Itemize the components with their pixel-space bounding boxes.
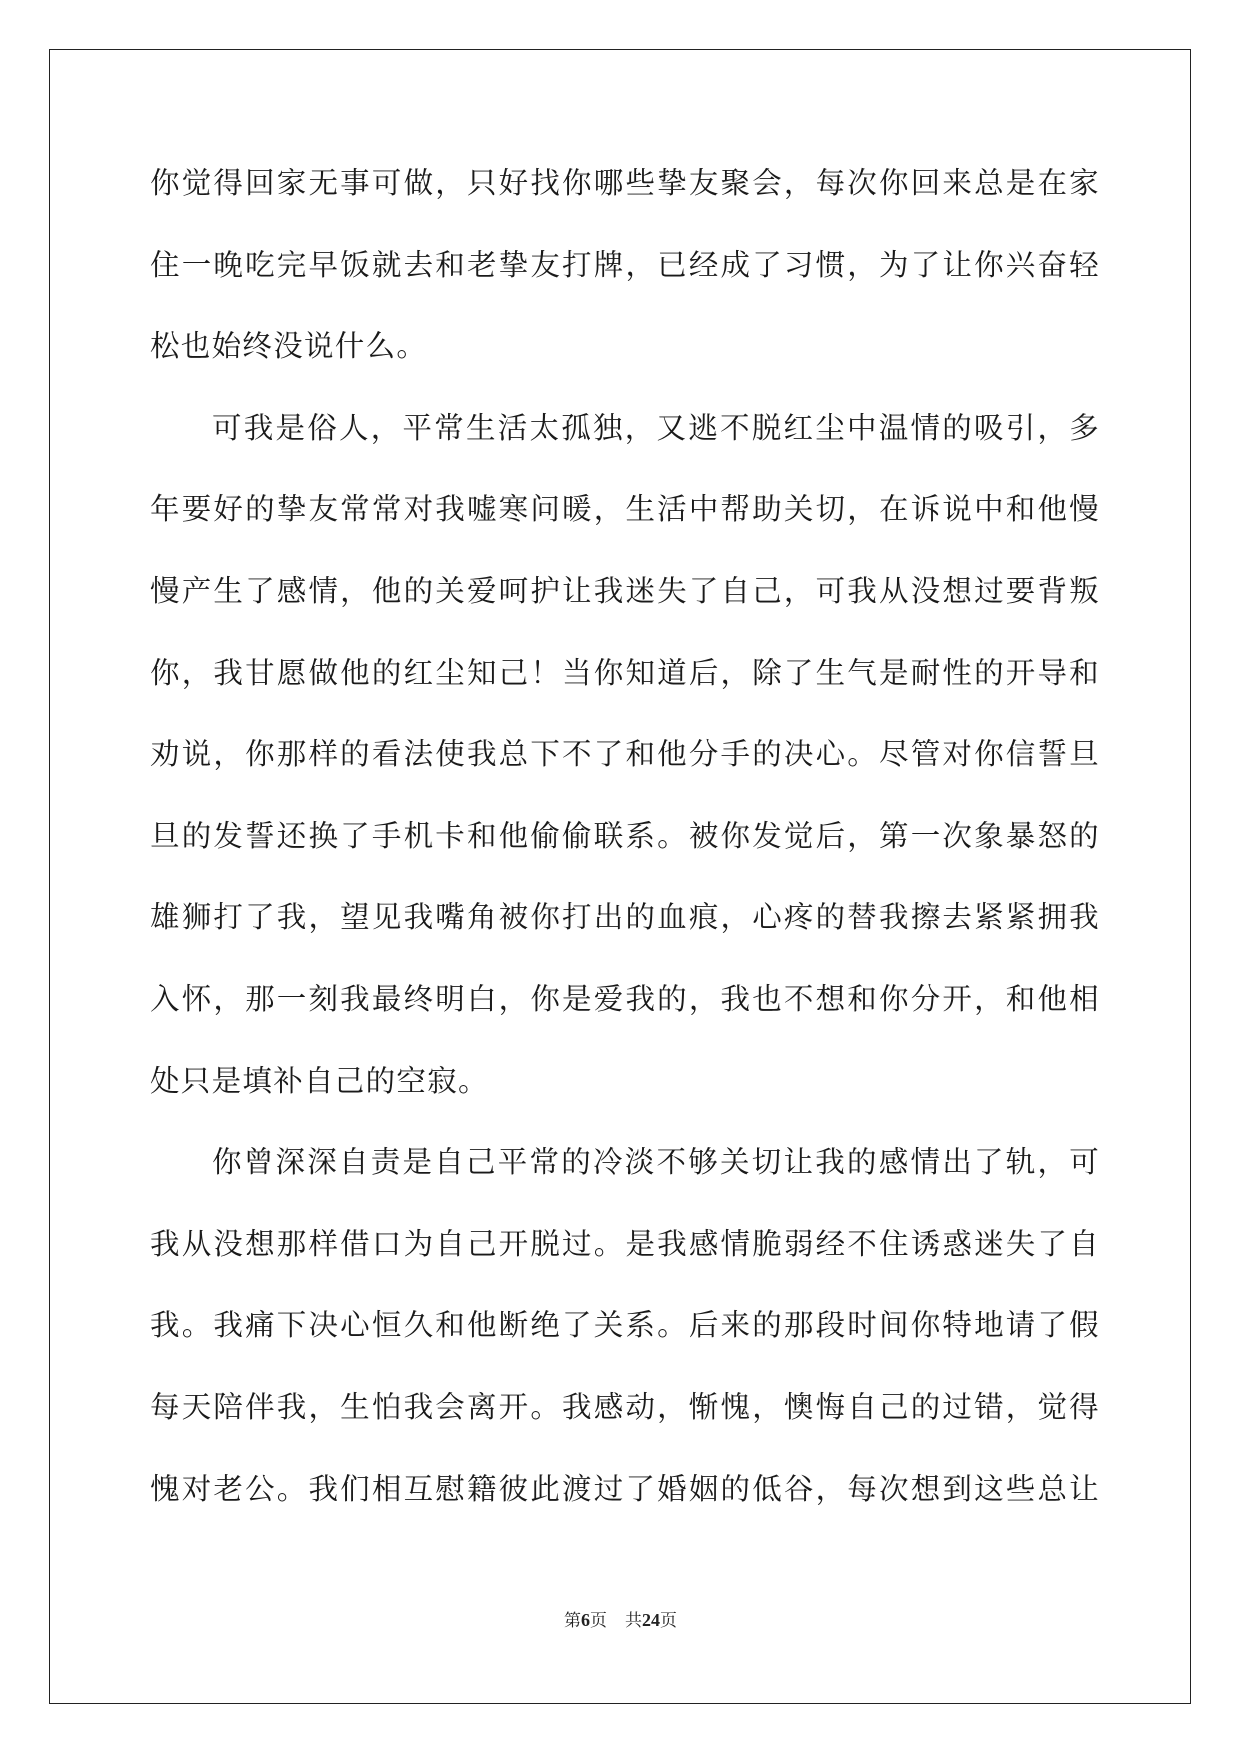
text-line: 雄狮打了我，望见我嘴角被你打出的血痕，心疼的替我擦去紧紧拥我 [150,900,1100,935]
text-line: 每天陪伴我，生怕我会离开。我感动，惭愧，懊悔自己的过错，觉得 [150,1389,1100,1424]
text-line: 可我是俗人，平常生活太孤独，又逃不脱红尘中温情的吸引，多 [212,410,1100,445]
page-number: 6 [581,1610,590,1630]
page-suffix: 页 [590,1611,607,1630]
page-prefix: 第 [564,1611,581,1630]
text-line: 年要好的挚友常常对我嘘寒问暖，生活中帮助关切，在诉说中和他慢 [150,492,1100,527]
text-line: 入怀，那一刻我最终明白，你是爱我的，我也不想和你分开，和他相 [150,981,1100,1016]
text-line: 你曾深深自责是自己平常的冷淡不够关切让我的感情出了轨，可 [212,1145,1100,1180]
document-body [150,150,1100,1537]
text-line: 我从没想那样借口为自己开脱过。是我感情脆弱经不住诱惑迷失了自 [150,1226,1100,1261]
text-line: 你，我甘愿做他的红尘知己！当你知道后，除了生气是耐性的开导和 [150,655,1100,690]
total-prefix: 共 [625,1611,642,1630]
text-line: 旦的发誓还换了手机卡和他偷偷联系。被你发觉后，第一次象暴怒的 [150,818,1100,853]
text-line: 愧对老公。我们相互慰籍彼此渡过了婚姻的低谷，每次想到这些总让 [150,1471,1100,1506]
text-line: 我。我痛下决心恒久和他断绝了关系。后来的那段时间你特地请了假 [150,1308,1100,1343]
total-suffix: 页 [660,1611,677,1630]
total-pages: 24 [642,1610,660,1630]
text-line: 你觉得回家无事可做，只好找你哪些挚友聚会，每次你回来总是在家 [150,166,1100,200]
text-line: 住一晚吃完早饭就去和老挚友打牌，已经成了习惯，为了让你兴奋轻 [150,247,1100,282]
page-footer [0,1606,1241,1631]
text-line: 松也始终没说什么。 [150,329,428,364]
text-line: 慢产生了感情，他的关爱呵护让我迷失了自己，可我从没想过要背叛 [150,573,1100,608]
text-line: 劝说，你那样的看法使我总下不了和他分手的决心。尽管对你信誓旦 [150,737,1100,772]
text-line: 处只是填补自己的空寂。 [150,1063,489,1098]
